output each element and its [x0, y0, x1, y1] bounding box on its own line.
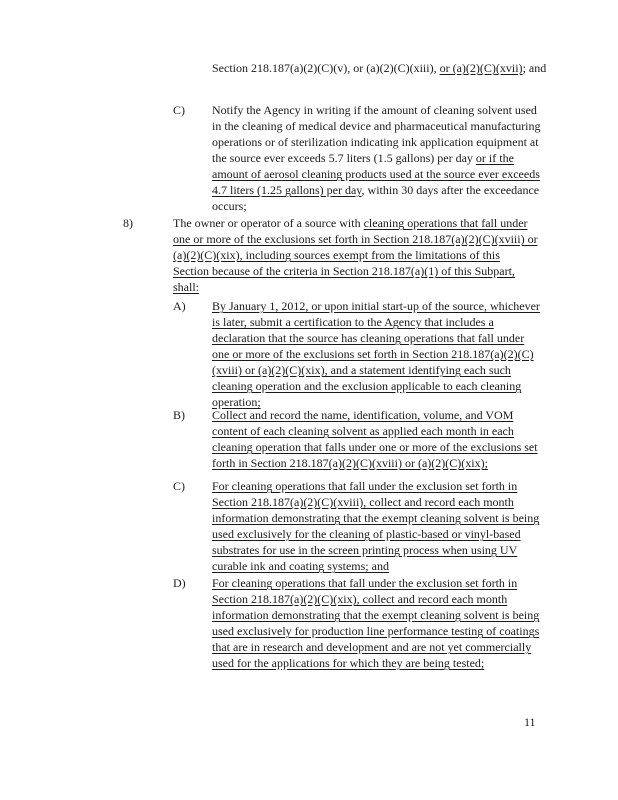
page-number: 11 — [524, 715, 536, 729]
item-8-label: 8) — [123, 216, 133, 230]
item-8-inserted-text: cleaning operations that fall under one or more of the exclusions set forth in Section 218.187(a)(2)(C)(xviii) or (a)(2)(C)(xix), including sources exempt from the limitations of this Section because of the criteria in Section 218.187(a)(1) of this Subpart, shall: — [173, 216, 538, 294]
item-a-text: By January 1, 2012, or upon initial start-up of the source, whichever is later, submit a certification to the Agency that includes a declaration that the source has cleaning operations that fall under one or more of the exclusions set forth in Section 218.187(a)(2)(C)(xviii) or (a)(2)(C)(xix), and a statement identifying each such cleaning operation and the exclusion applicable to each cleaning operation; — [212, 299, 540, 409]
item-c-inserted-text: or if the amount of aerosol cleaning products used at the source ever exceeds 4.7 liters (1.25 gallons) per day — [212, 151, 540, 197]
item-cc-label — [173, 478, 203, 494]
item-c-text — [212, 102, 542, 214]
item-c-part1: Notify the Agency in writing if the amount of cleaning solvent used in the cleaning of medical device and pharmaceutical manufacturing operations or of sterilization indicating ink application equipment at the source ever exceeds 5.7 liters (1.5 gallons) per day — [212, 103, 541, 165]
continuation-inserted-text: or (a)(2)(C)(xvii) — [439, 61, 523, 75]
item-b-text: Collect and record the name, identification, volume, and VOM content of each cleaning solvent as applied each month in each cleaning operation that falls under one or more of the exclusions set forth in Section 218.187(a)(2)(C)(xviii) or (a)(2)(C)(xix); — [212, 408, 538, 470]
continuation-text — [212, 60, 552, 76]
item-8-text — [173, 215, 538, 295]
item-8-part1: The owner or operator of a source with — [173, 216, 364, 230]
item-d-text: For cleaning operations that fall under the exclusion set forth in Section 218.187(a)(2)(C)(xix), collect and record each month information demonstrating that the exempt cleaning solvent is being used exclusively for production line performance testing of coatings that are in research and development and are not yet commercially used for the applications for which they are being tested; — [212, 576, 540, 670]
item-b-label-text: B) — [173, 408, 185, 422]
item-b-label — [173, 407, 203, 423]
item-d-label — [173, 575, 203, 591]
item-d-label-text: D) — [173, 576, 186, 590]
item-a-label — [173, 298, 203, 314]
item-c-part3: , within 30 days after the exceedance occurs; — [212, 183, 540, 213]
continuation-part3: ; and — [522, 61, 547, 75]
item-cc-label-text: C) — [173, 479, 185, 493]
item-c-label: C) — [173, 103, 185, 117]
item-a-label-text: A) — [173, 299, 186, 313]
item-cc-text: For cleaning operations that fall under the exclusion set forth in Section 218.187(a)(2)(C)(xviii), collect and record each month information demonstrating that the exempt cleaning solvent is being used exclusively for the cleaning of plastic-based or vinyl-based substrates for use in the screen printing process when using UV curable ink and coating systems; and — [212, 479, 540, 573]
continuation-part1: Section 218.187(a)(2)(C)(v), or (a)(2)(C)(xiii), — [212, 61, 440, 75]
